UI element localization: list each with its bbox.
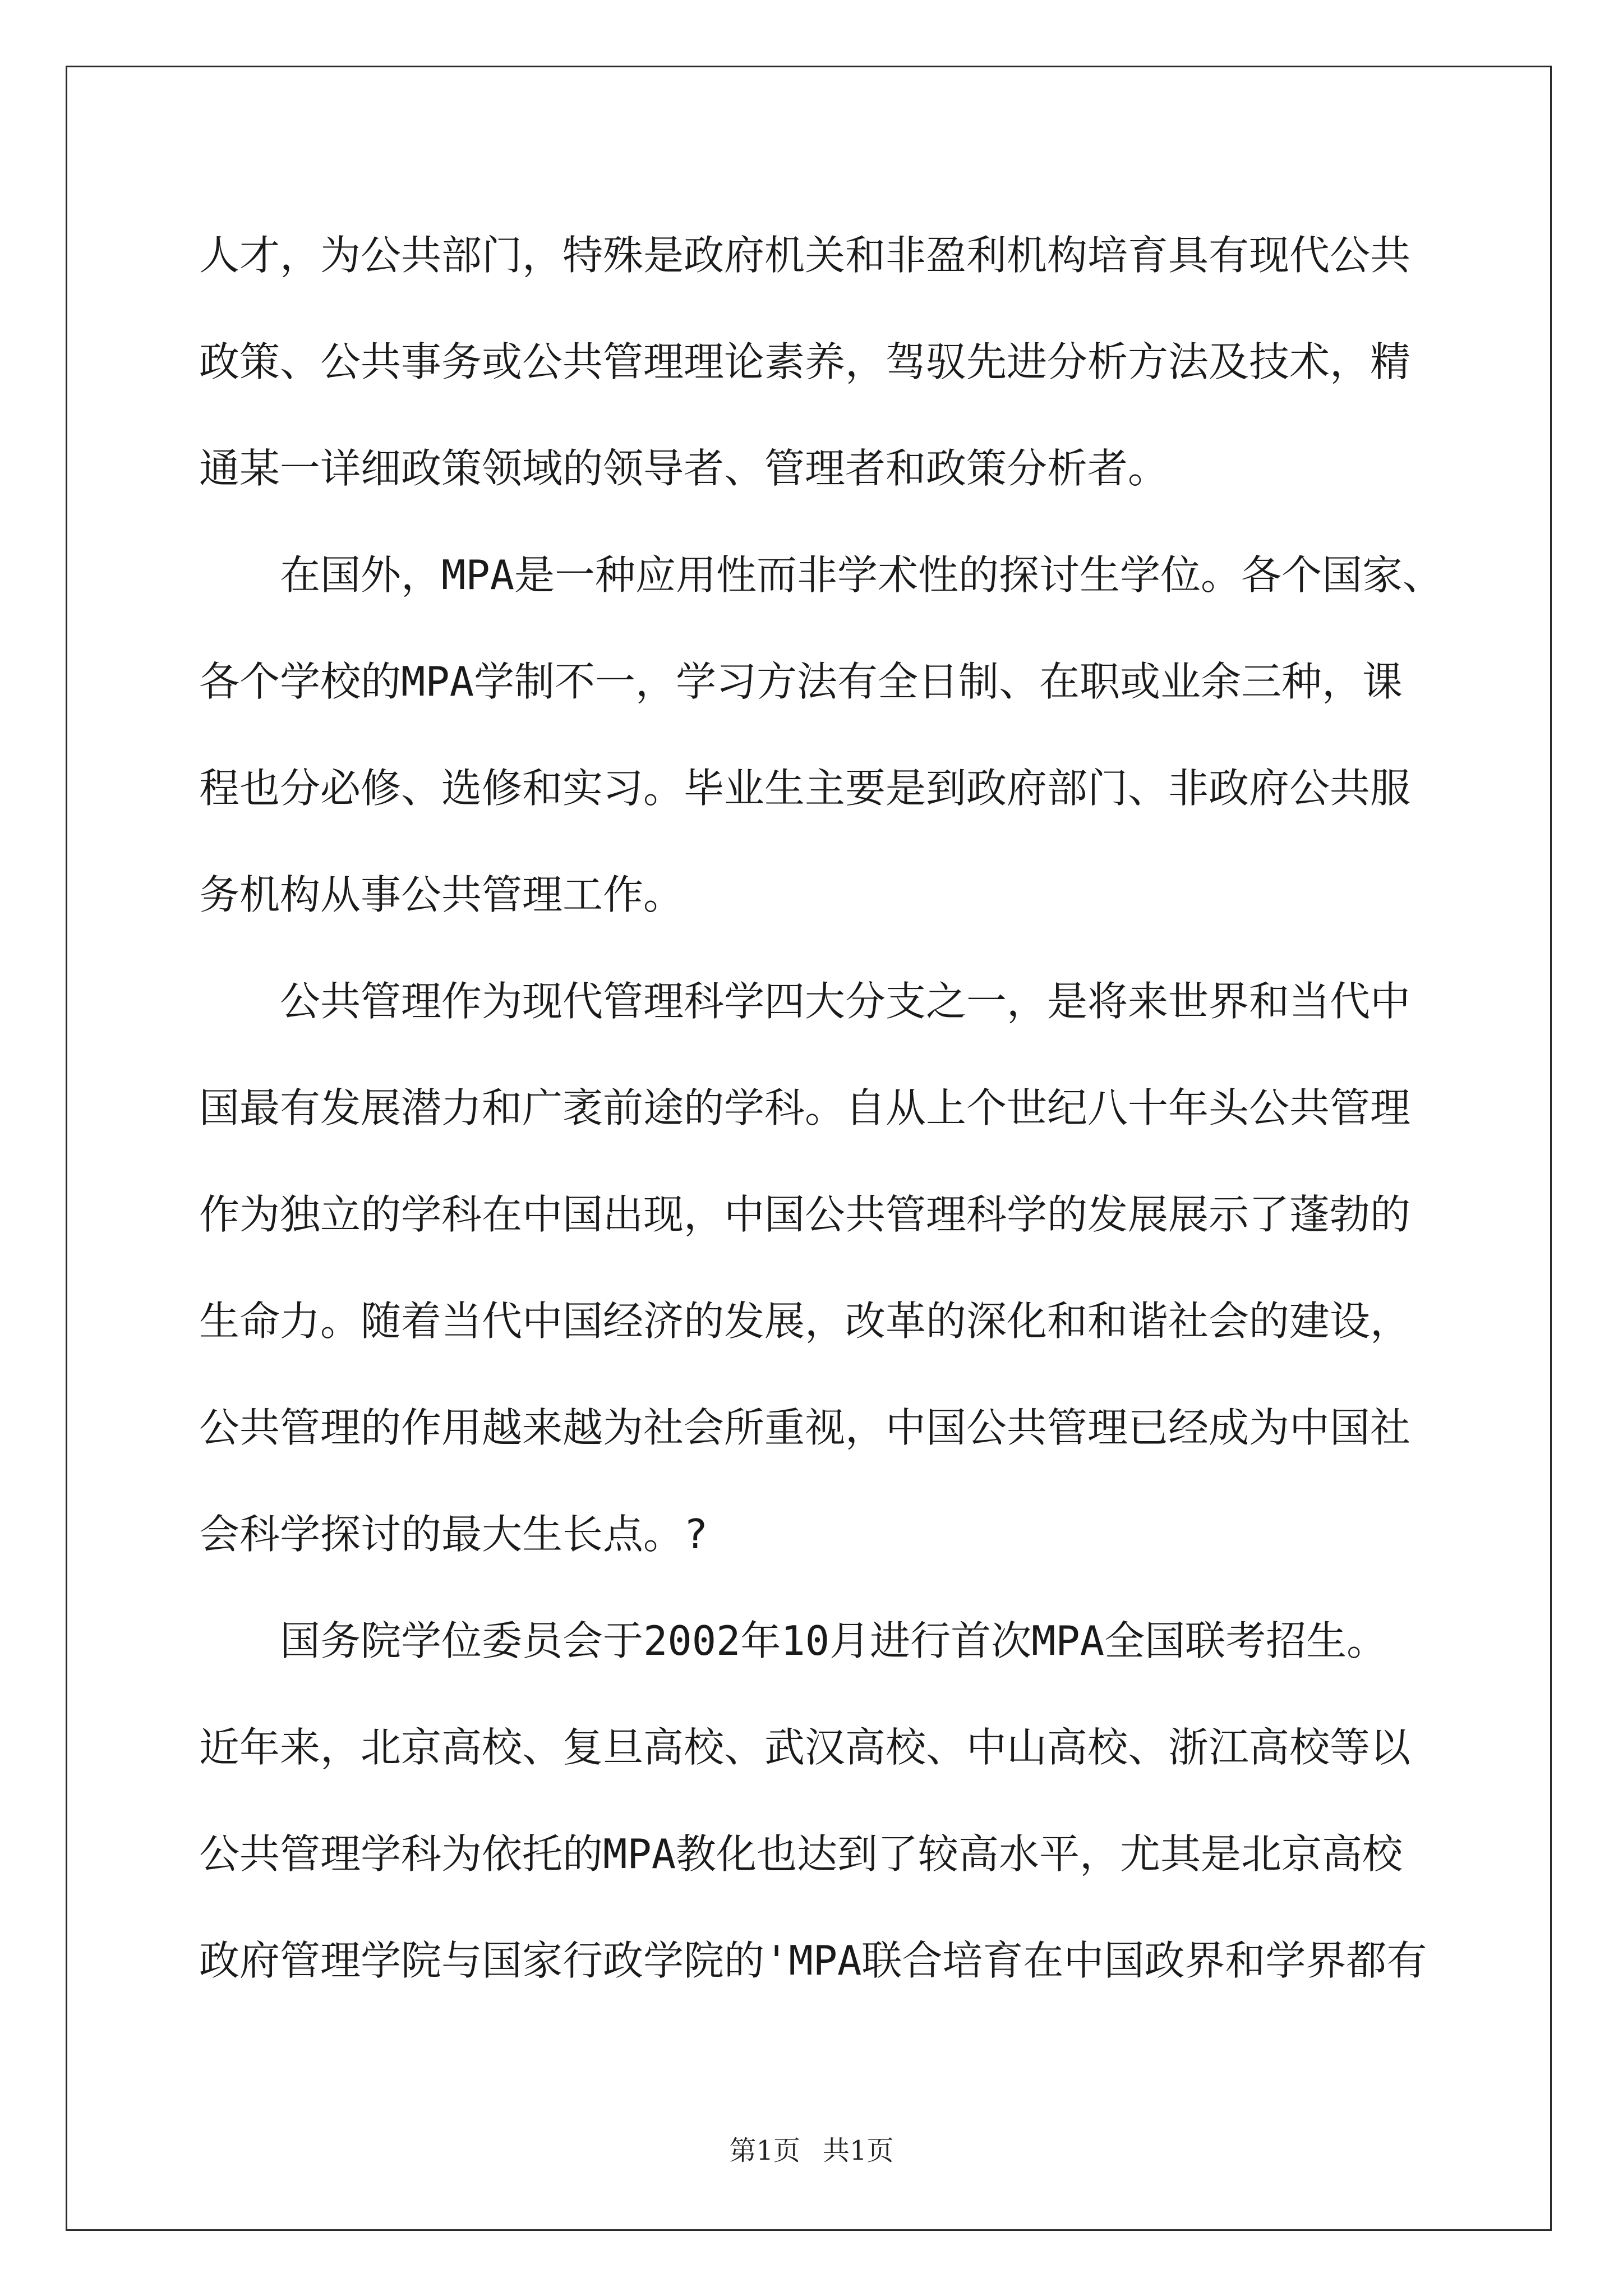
text-line: 公共管理的作用越来越为社会所重视，中国公共管理已经成为中国社 bbox=[199, 1404, 1411, 1451]
text-line: 会科学探讨的最大生长点。? bbox=[199, 1511, 708, 1558]
text-line: 务机构从事公共管理工作。 bbox=[199, 871, 684, 918]
document-body bbox=[199, 202, 1444, 2014]
text-line: 人才，为公共部门，特殊是政府机关和非盈利机构培育具有现代公共 bbox=[199, 232, 1411, 279]
text-line: 政府管理学院与国家行政学院的'MPA联合培育在中国政界和学界都有 bbox=[199, 1937, 1427, 1984]
paragraph-first-line: 公共管理作为现代管理科学四大分支之一，是将来世界和当代中 bbox=[280, 978, 1411, 1025]
text-line: 近年来，北京高校、复旦高校、武汉高校、中山高校、浙江高校等以 bbox=[199, 1724, 1411, 1771]
text-line: 国最有发展潜力和广袤前途的学科。自从上个世纪八十年头公共管理 bbox=[199, 1084, 1411, 1131]
paragraph-first-line: 国务院学位委员会于2002年10月进行首次MPA全国联考招生。 bbox=[280, 1617, 1387, 1664]
text-line: 生命力。随着当代中国经济的发展，改革的深化和和谐社会的建设， bbox=[199, 1297, 1411, 1345]
text-line: 通某一详细政策领域的领导者、管理者和政策分析者。 bbox=[199, 445, 1169, 492]
text-line: 公共管理学科为依托的MPA教化也达到了较高水平，尤其是北京高校 bbox=[199, 1830, 1403, 1878]
text-line: 政策、公共事务或公共管理理论素养，驾驭先进分析方法及技术，精 bbox=[199, 338, 1411, 385]
page-footer bbox=[0, 2129, 1623, 2168]
paragraph-first-line: 在国外，MPA是一种应用性而非学术性的探讨生学位。各个国家、 bbox=[280, 551, 1444, 599]
text-line: 程也分必修、选修和实习。毕业生主要是到政府部门、非政府公共服 bbox=[199, 765, 1411, 812]
text-line: 作为独立的学科在中国出现，中国公共管理科学的发展展示了蓬勃的 bbox=[199, 1191, 1411, 1238]
page-total: 共1页 bbox=[823, 2135, 894, 2166]
page-number: 第1页 bbox=[729, 2135, 800, 2166]
text-line: 各个学校的MPA学制不一，学习方法有全日制、在职或业余三种，课 bbox=[199, 658, 1403, 705]
